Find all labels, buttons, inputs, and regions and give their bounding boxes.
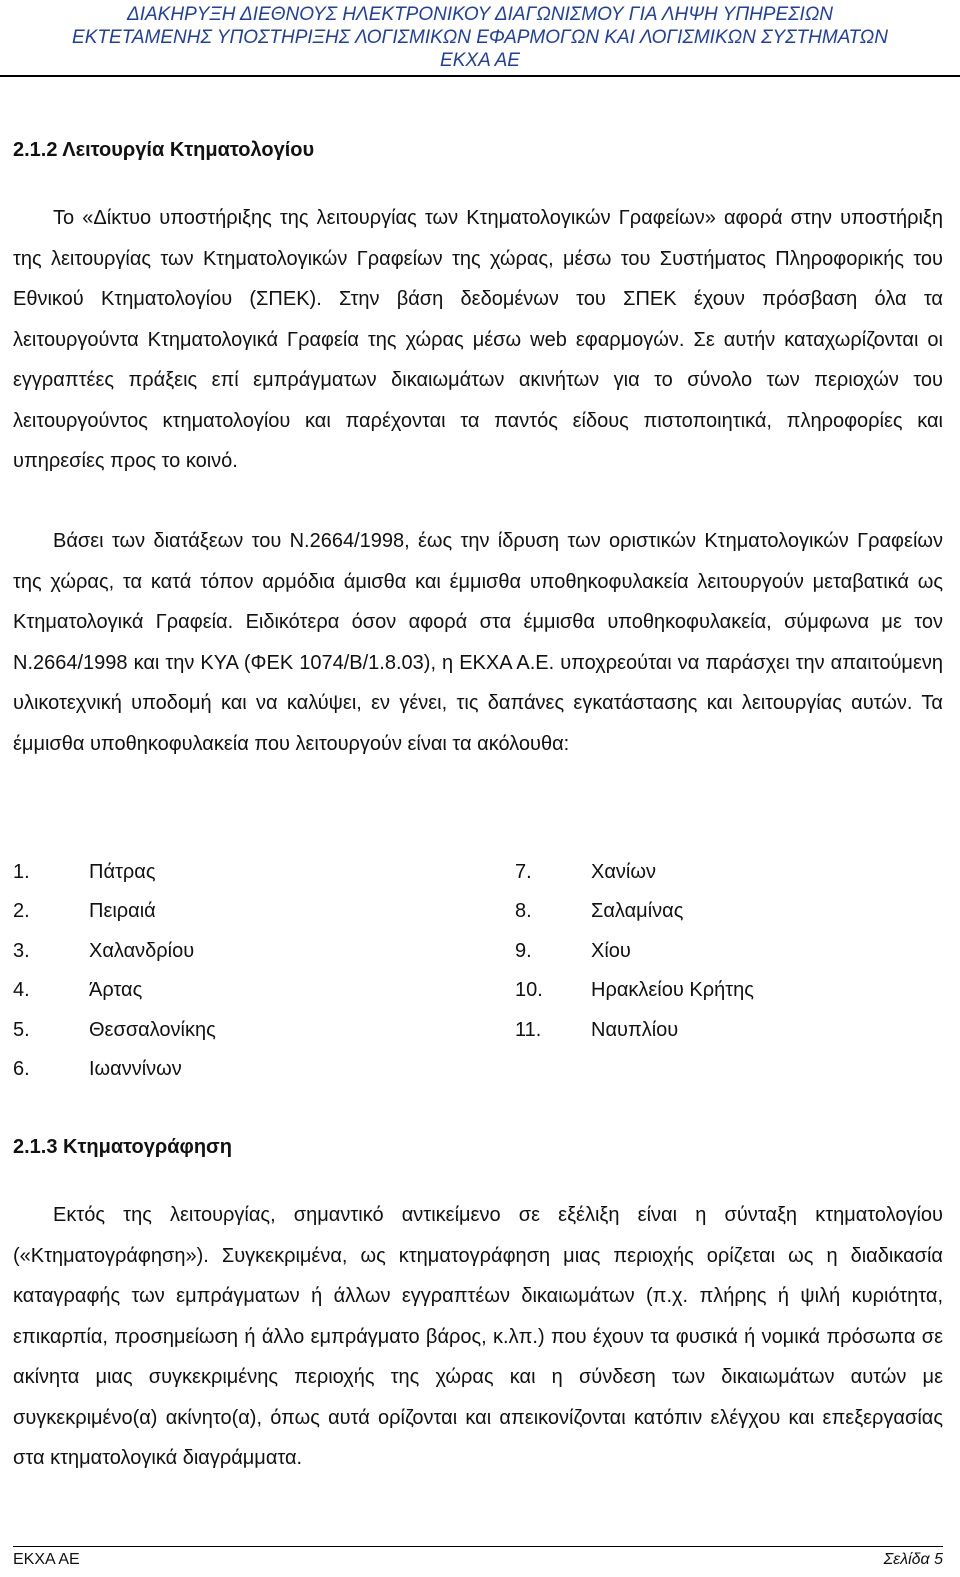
list-item: 7. Χανίων <box>515 861 656 883</box>
list-item: 9. Χίου <box>515 939 631 962</box>
paragraph-cadastral-survey: Εκτός της λειτουργίας, σημαντικό αντικείμενο σε εξέλιξη είναι η σύνταξη κτηματολογίου («Κτηματογράφηση»). Συγκεκριμένα, ως κτηματογράφηση μιας περιοχής ορίζεται ως η διαδικασία καταγραφής των εμπράγματων ή άλλων εγγραπτέων δικαιωμάτων (π.χ. πλήρης ή ψιλή κυριότητα, επικαρπία, προσημείωση ή άλλο εμπράγματο βάρος, κ.λπ.) που έχουν τα φυσικά ή νομικά πρόσωπα σε ακίνητα μιας συγκεκριμένης περιοχής της χώρας και η σύνδεση των δικαιωμάτων αυτών με συγκεκριμένο(α) ακίνητο(α), όπως αυτά ορίζονται και απεικονίζονται κατόπιν ελέγχου και επεξεργασίας στα κτηματολογικά διαγράμματα. <box>13 1204 943 1469</box>
list-item: 11. Ναυπλίου <box>515 1018 679 1041</box>
paragraph-mortgage-offices: Βάσει των διατάξεων του Ν.2664/1998, έως την ίδρυση των οριστικών Κτηματολογικών Γραφείων της χώρας, τα κατά τόπον αρμόδια άμισθα και έμμισθα υποθηκοφυλακεία λειτουργούν μεταβατικά ως Κτηματολογικά Γραφεία. Ειδικότερα όσον αφορά στα έμμισθα υποθηκοφυλακεία, σύμφωνα με τον Ν.2664/1998 και την ΚΥΑ (ΦΕΚ 1074/Β/1.8.03), η ΕΚΧΑ Α.Ε. υποχρεούται να παράσχει την απαιτούμενη υλικοτεχνική υποδομή και να καλύψει, εν γένει, τις δαπάνες εγκατάστασης και λειτουργίας αυτών. Τα έμμισθα υποθηκοφυλακεία που λειτουργούν είναι τα ακόλουθα: <box>13 530 943 755</box>
list-item: 1. Πάτρας <box>13 861 156 883</box>
list-item: 5. Θεσσαλονίκης <box>13 1018 216 1041</box>
list-item: 6. Ιωαννίνων <box>13 1057 182 1080</box>
list-item: 4. Άρτας <box>13 979 143 1002</box>
footer-page-number: Σελίδα 5 <box>883 1551 943 1568</box>
header-line-2: ΕΚΤΕΤΑΜΕΝΗΣ ΥΠΟΣΤΗΡΙΞΗΣ ΛΟΓΙΣΜΙΚΩΝ ΕΦΑΡΜΟΓΩΝ ΚΑΙ ΛΟΓΙΣΜΙΚΩΝ ΣΥΣΤΗΜΑΤΩΝ <box>72 27 888 48</box>
section-heading-2-1-2: 2.1.2 Λειτουργία Κτηματολογίου <box>13 139 315 161</box>
office-list-right <box>515 853 754 1050</box>
list-item: 3. Χαλανδρίου <box>13 939 195 962</box>
footer-org: ΕΚΧΑ ΑΕ <box>13 1551 80 1568</box>
section-heading-2-1-3: 2.1.3 Κτηματογράφηση <box>13 1136 232 1158</box>
header-line-1: ΔΙΑΚΗΡΥΞΗ ΔΙΕΘΝΟΥΣ ΗΛΕΚΤΡΟΝΙΚΟΥ ΔΙΑΓΩΝΙΣΜΟΥ ΓΙΑ ΛΗΨΗ ΥΠΗΡΕΣΙΩΝ <box>126 4 833 25</box>
office-list-left <box>13 853 216 1089</box>
page-footer <box>13 1546 943 1569</box>
header-line-3: ΕΚΧΑ ΑΕ <box>440 50 520 71</box>
list-item: 2. Πειραιά <box>13 900 156 923</box>
paragraph-network-support: Το «Δίκτυο υποστήριξης της λειτουργίας των Κτηματολογικών Γραφείων» αφορά στην υποστήριξη της λειτουργίας των Κτηματολογικών Γραφείων της χώρας, μέσω του Συστήματος Πληροφορικής του Εθνικού Κτηματολογίου (ΣΠΕΚ). Στην βάση δεδομένων του ΣΠΕΚ έχουν πρόσβαση όλα τα λειτουργούντα Κτηματολογικά Γραφεία της χώρας μέσω web εφαρμογών. Σε αυτήν καταχωρίζονται οι εγγραπτέες πράξεις επί εμπράγματων δικαιωμάτων ακινήτων για το σύνολο των περιοχών του λειτουργούντος κτηματολογίου και παρέχονται τα παντός είδους πιστοποιητικά, πληροφορίες και υπηρεσίες προς το κοινό. <box>13 207 943 472</box>
page-header <box>0 0 960 77</box>
list-item: 8. Σαλαμίνας <box>515 900 684 923</box>
list-item: 10. Ηρακλείου Κρήτης <box>515 979 754 1002</box>
